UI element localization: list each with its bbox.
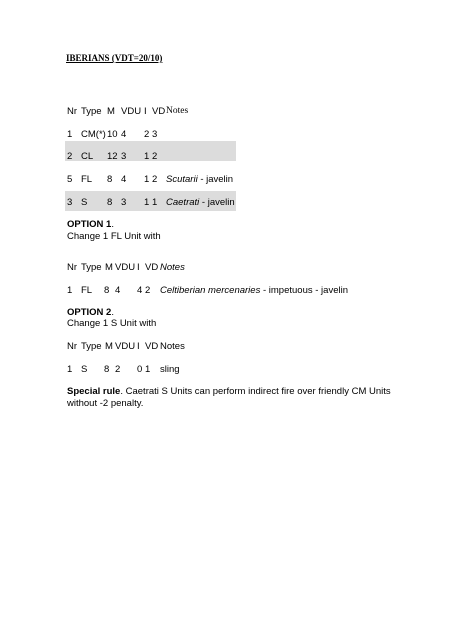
cell-nr: 3 <box>67 197 73 208</box>
option2-heading <box>67 307 114 318</box>
cell-nr: 1 <box>67 364 73 375</box>
cell-i: 0 <box>137 364 143 375</box>
cell-vdu: 3 <box>121 197 127 208</box>
cell-nr: 2 <box>67 151 73 162</box>
option1-heading <box>67 219 114 230</box>
cell-vdu: 3 <box>121 151 127 162</box>
header-i: I <box>137 262 140 273</box>
cell-vdu: 4 <box>115 285 121 296</box>
notes-text: - javelin <box>197 174 234 185</box>
cell-vd: 3 <box>152 129 158 140</box>
header-i: I <box>137 341 140 352</box>
cell-m: 12 <box>107 151 118 162</box>
cell-m: 8 <box>107 174 113 185</box>
cell-vd: 1 <box>152 197 158 208</box>
cell-nr: 5 <box>67 174 73 185</box>
option1-heading-label: OPTION 1 <box>67 219 112 230</box>
cell-type: CL <box>81 151 94 162</box>
cell-type: FL <box>81 285 93 296</box>
header-vd: VD <box>145 341 159 352</box>
cell-vd: 2 <box>152 151 158 162</box>
notes-unit-name: Celtiberian mercenaries <box>160 285 261 296</box>
header-vd: VD <box>152 106 166 117</box>
special-rule <box>67 386 391 397</box>
cell-notes: sling <box>160 364 180 375</box>
header-notes: Notes <box>166 106 189 116</box>
page-title: IBERIANS (VDT=20/10) <box>66 53 163 63</box>
cell-nr: 1 <box>67 129 73 140</box>
header-nr: Nr <box>67 262 78 273</box>
option2-heading-punct: . <box>111 307 114 318</box>
cell-nr: 1 <box>67 285 73 296</box>
cell-type: CM(*) <box>81 129 106 140</box>
cell-m: 8 <box>104 364 110 375</box>
header-type: Type <box>81 341 102 352</box>
cell-vd: 2 <box>145 285 151 296</box>
notes-unit-name: Scutarii <box>166 174 198 185</box>
cell-m: 8 <box>104 285 110 296</box>
header-vdu: VDU <box>115 262 136 273</box>
special-rule-continuation: without -2 penalty. <box>67 398 144 409</box>
header-nr: Nr <box>67 341 78 352</box>
header-vdu: VDU <box>115 341 136 352</box>
header-type: Type <box>81 262 102 273</box>
header-nr: Nr <box>67 106 78 117</box>
cell-notes <box>166 197 235 208</box>
cell-i: 1 <box>144 151 150 162</box>
header-vd: VD <box>145 262 159 273</box>
header-m: M <box>105 341 113 352</box>
option1-heading-punct: . <box>111 219 114 230</box>
cell-type: FL <box>81 174 93 185</box>
notes-unit-name: Caetrati <box>166 197 200 208</box>
notes-text: - javelin <box>199 197 235 208</box>
header-m: M <box>107 106 115 117</box>
header-m: M <box>105 262 113 273</box>
cell-vdu: 2 <box>115 364 121 375</box>
cell-i: 1 <box>144 197 150 208</box>
header-i: I <box>144 106 147 117</box>
cell-type: S <box>81 197 88 208</box>
cell-i: 1 <box>144 174 150 185</box>
header-notes: Notes <box>160 341 185 352</box>
cell-m: 8 <box>107 197 113 208</box>
option1-text: Change 1 FL Unit with <box>67 231 161 242</box>
cell-vdu: 4 <box>121 129 127 140</box>
cell-i: 2 <box>144 129 150 140</box>
option2-text: Change 1 S Unit with <box>67 318 157 329</box>
cell-notes <box>160 285 348 296</box>
cell-vd: 1 <box>145 364 151 375</box>
header-vdu: VDU <box>121 106 142 117</box>
cell-m: 10 <box>107 129 118 140</box>
cell-notes <box>166 174 233 185</box>
special-rule-text: . Caetrati S Units can perform indirect fire over friendly CM Units <box>120 386 391 397</box>
option2-heading-label: OPTION 2 <box>67 307 112 318</box>
cell-i: 4 <box>137 285 143 296</box>
cell-type: S <box>81 364 88 375</box>
notes-text: - impetuous - javelin <box>260 285 348 296</box>
special-rule-label: Special rule <box>67 386 121 397</box>
cell-vd: 2 <box>152 174 158 185</box>
header-notes: Notes <box>160 262 185 273</box>
header-type: Type <box>81 106 102 117</box>
cell-vdu: 4 <box>121 174 127 185</box>
